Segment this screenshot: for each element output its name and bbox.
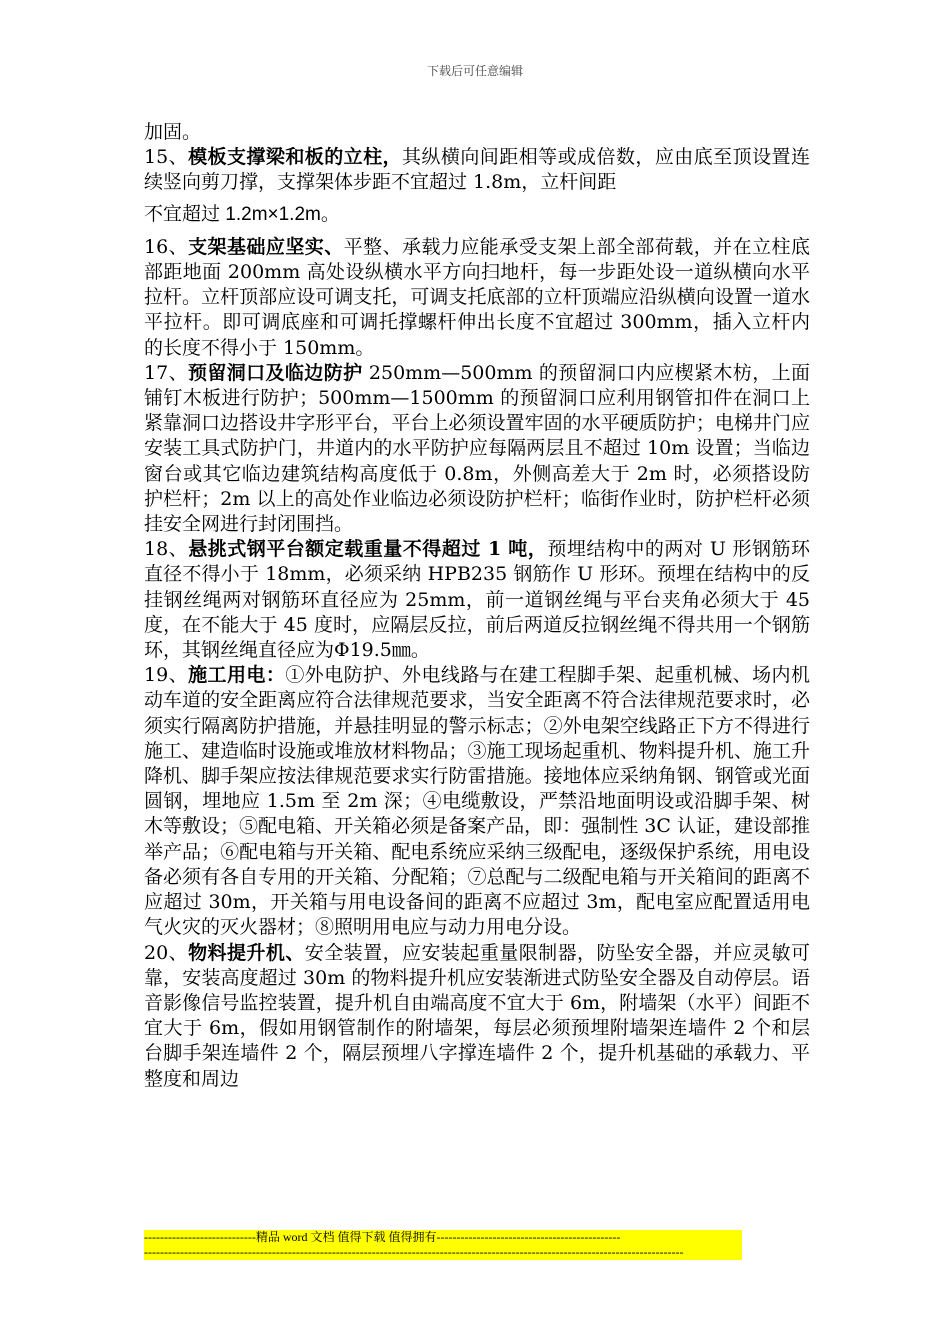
item-heading: 悬挑式钢平台额定载重量不得超过 1 吨， [188,538,548,561]
item-heading: 施工用电： [188,664,286,687]
item-number: 20、 [144,941,189,964]
paragraph-16 [144,235,810,361]
item-text: 安全装置，应安装起重量限制器，防坠安全器，并应灵敏可靠，安装高度超过 30m 的物料提升机应安装渐进式防坠安全器及自动停层。语音影像信号监控装置，提升机自由端高度不宜大于 6m，附墙架（水平）间距不宜大于 6m，假如用钢管制作的附墙架，每层必须预埋附墙架连墙件 2 个和层台脚手架连墙件 2 个，隔层预埋八字撑连墙件 2 个，提升机基础的承载力、平整度和周边 [144,941,810,1090]
item-number: 19、 [144,664,189,687]
page-footer [144,1230,742,1260]
page-header: 下载后可任意编辑 [426,64,523,78]
paragraph-17 [144,361,810,537]
paragraph-15 [144,145,810,195]
item-heading: 支架基础应坚实、 [188,235,344,258]
paragraph-15-tail: 不宜超过 1.2m×1.2m。 [144,203,340,225]
item-text: ①外电防护、外电线路与在建工程脚手架、起重机械、场内机动车道的安全距离应符合法律规范要求，当安全距离不符合法律规范要求时，必须实行隔离防护措施，并悬挂明显的警示标志；②外电架空线路正下方不得进行施工、建造临时设施或堆放材料物品；③施工现场起重机、物料提升机、施工升降机、脚手架应按法律规范要求实行防雷措施。接地体应采纳角钢、钢管或光面圆钢，埋地应 1.5m 至 2m 深；④电缆敷设，严禁沿地面明设或沿脚手架、树木等敷设；⑤配电箱、开关箱必须是备案产品，即：强制性 3C 认证，建设部推举产品；⑥配电箱与开关箱、配电系统应采纳三级配电，逐级保护系统，用电设备必须有各自专用的开关箱、分配箱；⑦总配与二级配电箱与开关箱间的距离不应超过 30m，开关箱与用电设备间的距离不应超过 3m，配电室应配置适用电气火灾的灭火器材；⑧照明用电应与动力用电分设。 [144,664,810,939]
item-text: 预埋结构中的两对 U 形钢筋环直径不得小于 18mm，必须采纳 HPB235 钢筋作 U 形环。预埋在结构中的反挂钢丝绳两对钢筋环直径应为 25mm，前一道钢丝绳与平台夹角必须大于 45 度，在不能大于 45 度时，应隔层反拉，前后两道反拉钢丝绳不得共用一个钢筋环，其钢丝绳直径应为Φ19.5㎜。 [144,538,811,662]
item-number: 15、 [144,146,189,169]
item-number: 17、 [144,361,188,384]
item-heading: 物料提升机、 [188,941,305,964]
item-text: 平整、承载力应能承受支架上部全部荷载，并在立柱底部距地面 200mm 高处设纵横水平方向扫地杆，每一步距处设一道纵横向水平拉杆。立杆顶部应设可调支托，可调支托底部的立杆顶端应沿纵横向设置一道水平拉杆。即可调底座和可调托撑螺杆伸出长度不宜超过 300mm，插入立杆内的长度不得小于 150mm。 [144,235,810,359]
paragraph-14-tail: 加固。 [144,121,202,143]
footer-line-2: --------------------------------------------------------------------------------------------------------------------------------------- [144,1245,684,1259]
paragraph-18 [144,537,810,663]
item-number: 16、 [144,235,189,258]
item-text: 其纵横向间距相等或成倍数，应由底至顶设置连续竖向剪刀撑，支撑架体步距不宜超过 1.8m，立杆间距 [144,146,810,194]
document-body [144,120,810,1092]
paragraph-19 [144,663,810,940]
item-heading: 模板支撑梁和板的立柱， [188,146,403,169]
item-heading: 预留洞口及临边防护 [187,361,363,384]
paragraph-20 [144,941,810,1092]
item-number: 18、 [144,538,189,561]
footer-line-1: ----------------------------精品 word 文档 值得下载 值得拥有---------------------------------------------- [144,1230,621,1244]
item-text: 250mm—500mm 的预留洞口内应楔紧木枋，上面铺钉木板进行防护；500mm—1500mm 的预留洞口应利用钢管扣件在洞口上紧靠洞口边搭设井字形平台，平台上必须设置牢固的水平硬质防护；电梯井门应安装工具式防护门，井道内的水平防护应每隔两层且不超过 10m 设置；当临边窗台或其它临边建筑结构高度低于 0.8m，外侧高差大于 2m 时，必须搭设防护栏杆；2m 以上的高处作业临边必须设防护栏杆；临街作业时，防护栏杆必须挂安全网进行封闭围挡。 [144,361,810,536]
